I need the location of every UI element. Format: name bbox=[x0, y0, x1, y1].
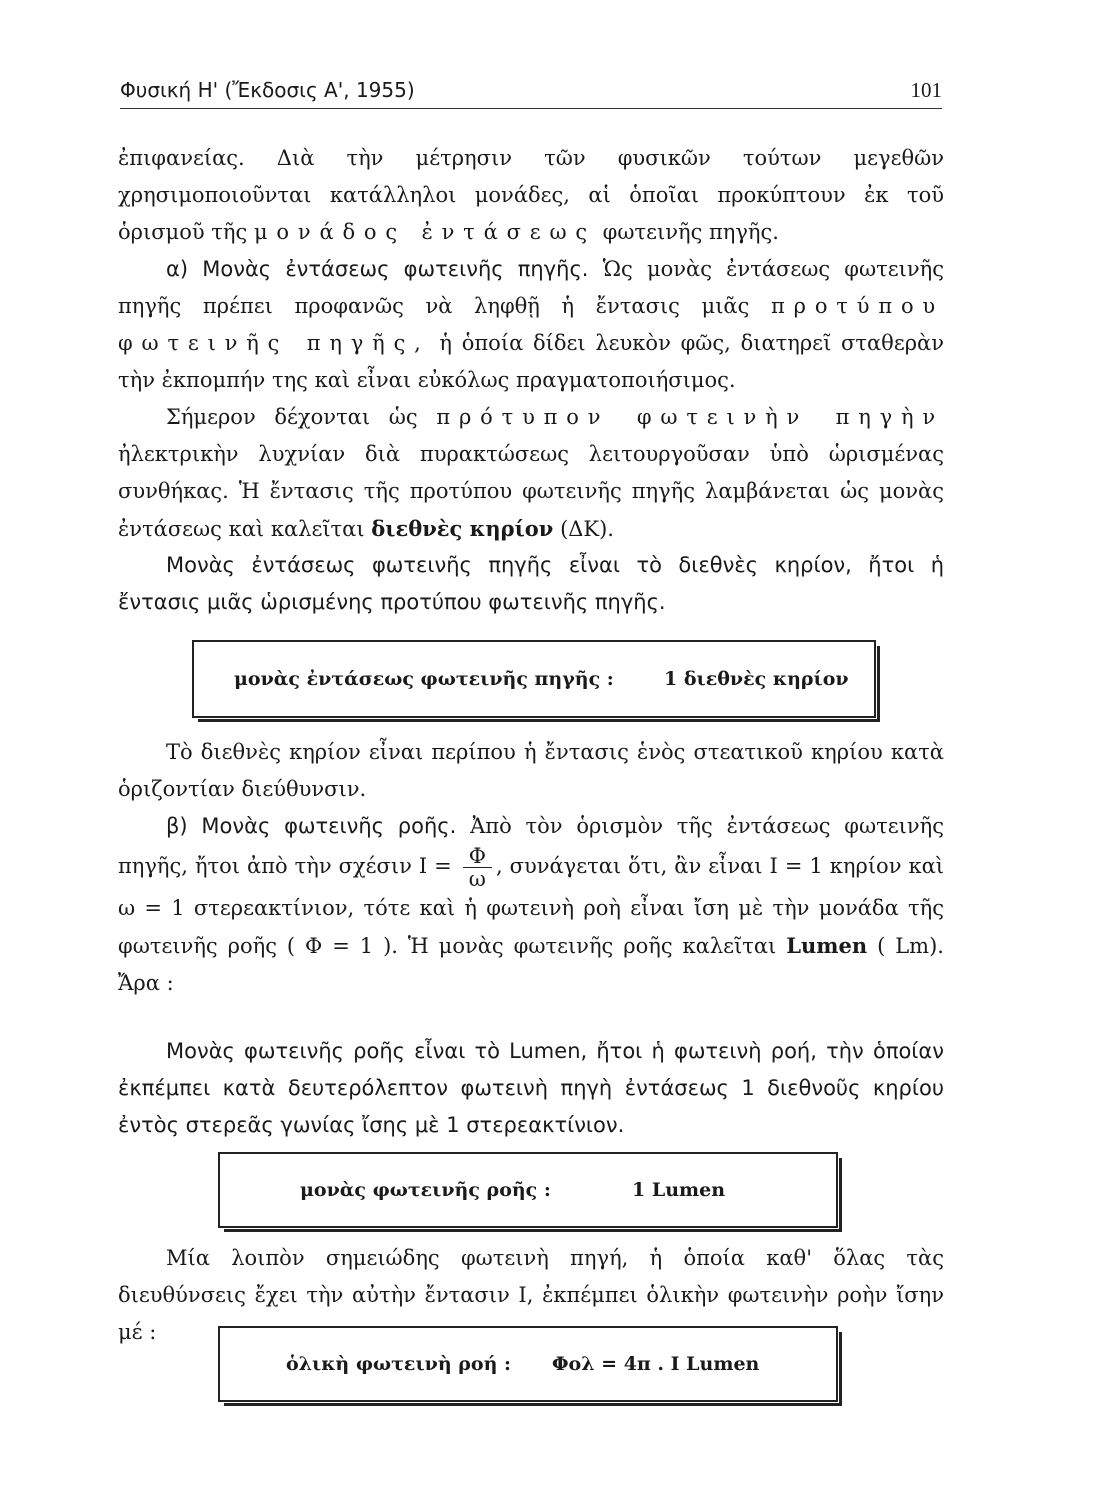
paragraph-standard-source bbox=[118, 399, 944, 548]
paragraph-luminous-intensity-unit bbox=[118, 251, 944, 399]
standard-source-text2: ἠλεκτρικὴν λυχνίαν διὰ πυρακτώσεως λειτουργοῦσαν ὑπὸ ὡρισμένας συνθήκας. Ἡ ἔντασις τῆς προτύπου φωτεινῆς πηγῆς λαμβάνεται ὡς μονὰς ἐντάσεως καὶ καλεῖται bbox=[118, 442, 944, 541]
section-a-text2: ἡ ὁποία δίδει λευκὸν φῶς, διατηρεῖ σταθερὰν τὴν ἐκπομπήν της καὶ εἶναι εὐκόλως πραγματοποιήσιμος. bbox=[118, 331, 944, 392]
formula-box-lumen bbox=[218, 1152, 838, 1228]
box-candle-value: 1 διεθνὲς κηρίον bbox=[664, 668, 849, 690]
box-lumen-value: 1 Lumen bbox=[632, 1179, 726, 1201]
box-total-flux-value: Φολ = 4π . I Lumen bbox=[552, 1353, 760, 1375]
section-a-heading: α) Μονὰς ἐντάσεως φωτεινῆς πηγῆς. bbox=[166, 257, 589, 281]
box-lumen-label: μονὰς φωτεινῆς ροῆς : bbox=[300, 1179, 551, 1201]
section-b-text2: , συνάγεται ὅτι, ἂν εἶναι I = 1 κηρίον καὶ ω = 1 στερεακτίνιον, τότε καὶ ἡ φωτεινὴ ροὴ εἶναι ἴση μὲ τὴν μονάδα τῆς φωτεινῆς ροῆς ( Φ = 1 ). Ἡ μονὰς φωτεινῆς ροῆς καλεῖται bbox=[118, 854, 944, 959]
standard-source-spaced-term: πρότυπον φωτεινὴν πηγὴν bbox=[436, 405, 944, 429]
box-candle-label: μονὰς ἐντάσεως φωτεινῆς πηγῆς : bbox=[234, 668, 614, 690]
box-total-flux-label: ὁλικὴ φωτεινὴ ροή : bbox=[286, 1353, 512, 1375]
fraction-numerator: Φ bbox=[463, 845, 492, 868]
page-number: 101 bbox=[910, 78, 942, 102]
fraction-denominator: ω bbox=[468, 867, 486, 892]
international-candle-abbr: (ΔΚ). bbox=[560, 517, 614, 541]
definition-candle-text: Μονὰς ἐντάσεως φωτεινῆς πηγῆς εἶναι τὸ διεθνὲς κηρίον, ἤτοι ἡ ἔντασις μιᾶς ὡρισμένης προτύπου φωτεινῆς πηγῆς. bbox=[118, 553, 944, 614]
definition-lumen-text: Μονὰς φωτεινῆς ροῆς εἶναι τὸ Lumen, ἤτοι ἡ φωτεινὴ ροή, τὴν ὁποίαν ἐκπέμπει κατὰ δευτερόλεπτον φωτεινὴ πηγὴ ἐντάσεως 1 διεθνοῦς κηρίου ἐντὸς στερεᾶς γωνίας ἴσης μὲ 1 στερεακτίνιον. bbox=[118, 1039, 944, 1137]
international-candle-term: διεθνὲς κηρίον bbox=[371, 516, 554, 541]
stearin-candle-text: Τὸ διεθνὲς κηρίον εἶναι περίπου ἡ ἔντασις ἑνὸς στεατικοῦ κηρίου κατὰ ὁριζοντίαν διεύθυνσιν. bbox=[118, 740, 944, 801]
header-title: Φυσική Η' (Ἔκδοσις Α', 1955) bbox=[120, 78, 415, 102]
intro-tail: φωτεινῆς πηγῆς. bbox=[602, 220, 779, 244]
definition-lumen bbox=[118, 1033, 944, 1144]
intro-spaced-term: μονάδος ἐντάσεως bbox=[253, 220, 596, 244]
section-b-heading: β) Μονὰς φωτεινῆς ροῆς. bbox=[166, 814, 457, 838]
running-header bbox=[120, 78, 942, 109]
section-b-text1: Ἀπὸ τὸν ὁρισμὸν τῆς ἐντάσεως φωτεινῆς πηγῆς, ἤτοι ἀπὸ τὴν σχέσιν I = bbox=[118, 814, 944, 879]
intro-text: ἐπιφανείας. Διὰ τὴν μέτρησιν τῶν φυσικῶν τούτων μεγεθῶν χρησιμοποιοῦνται κατάλληλοι μονάδες, αἱ ὁποῖαι προκύπτουν ἐκ τοῦ ὁρισμοῦ τῆς bbox=[118, 146, 944, 244]
section-a-spaced-term: προτύπου φωτεινῆς πηγῆς, bbox=[118, 294, 944, 355]
lumen-term: Lumen bbox=[786, 933, 868, 959]
formula-box-total-flux bbox=[218, 1326, 838, 1402]
formula-box-candle bbox=[192, 640, 876, 718]
paragraph-luminous-flux-unit bbox=[118, 808, 944, 1002]
definition-candle bbox=[118, 547, 944, 621]
paragraph-stearin-candle bbox=[118, 734, 944, 808]
section-a-text1: Ὡς μονὰς ἐντάσεως φωτεινῆς πηγῆς πρέπει προφανῶς νὰ ληφθῇ ἡ ἔντασις μιᾶς bbox=[118, 257, 944, 318]
formula-fraction bbox=[463, 845, 492, 890]
standard-source-text1: Σήμερον δέχονται ὡς bbox=[166, 405, 418, 429]
section-b-text3: ( Lm). Ἄρα : bbox=[118, 934, 944, 996]
point-source-text: Μία λοιπὸν σημειώδης φωτεινὴ πηγή, ἡ ὁποία καθ' ὅλας τὰς διευθύνσεις ἔχει τὴν αὐτὴν ἔντασιν I, ἐκπέμπει ὁλικὴν φωτεινὴν ροὴν ἴσην μέ : bbox=[118, 1246, 944, 1344]
paragraph-intro bbox=[118, 140, 944, 251]
